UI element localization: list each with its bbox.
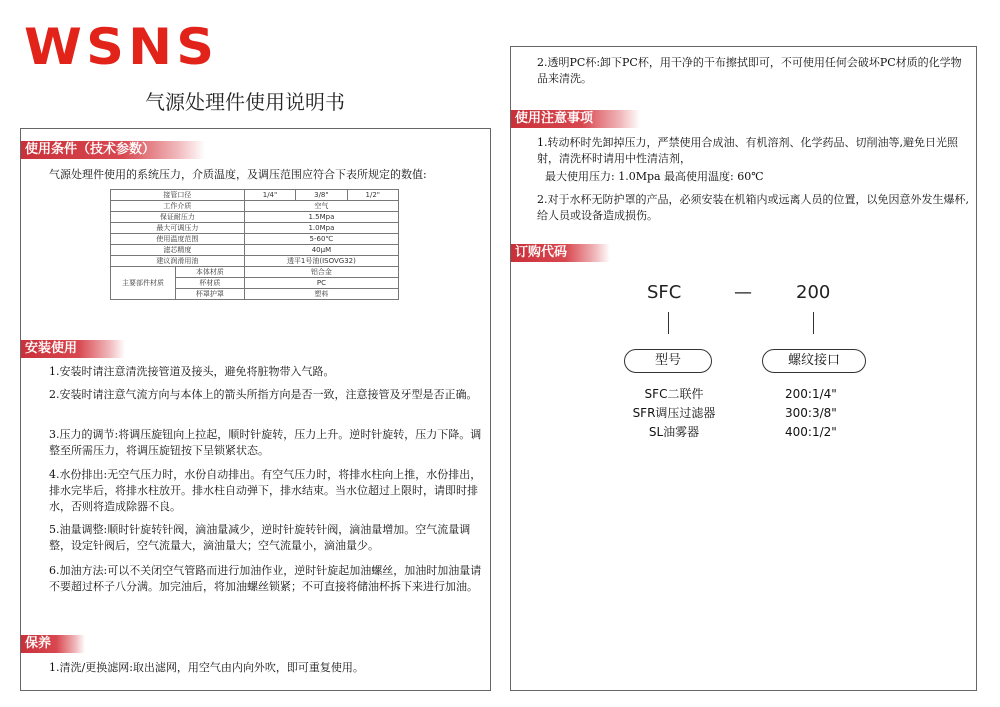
spec-table	[110, 189, 399, 300]
note-item: 1.转动杯时先卸掉压力，严禁使用合成油、有机溶剂、化学药品、切削油等,避免日光照射，清洗杯时请用中性清洁剂，	[537, 136, 958, 165]
left-panel	[20, 128, 491, 691]
parts-group-label: 主要部件材质	[111, 267, 176, 300]
table-row	[111, 234, 399, 245]
port-value: 3/8"	[296, 190, 347, 201]
table-row	[111, 256, 399, 267]
row-value: 1.5Mpa	[244, 212, 398, 223]
table-row	[111, 267, 399, 278]
table-row	[111, 190, 399, 201]
port-label: 接管口径	[111, 190, 245, 201]
install-item: 4.水份排出:无空气压力时，水份自动排出。有空气压力时，将排水柱向上推，水份排出，排水完毕后，将排水柱放开。排水柱自动弹下，排水结束。当水位超过上限时，请即时排水，否则将造成除器不良。	[49, 468, 482, 513]
section-header-install: 安装使用	[21, 340, 125, 358]
row-label: 建议润滑用油	[111, 256, 245, 267]
right-panel	[510, 46, 977, 691]
model-option: SFR调压过滤器	[632, 406, 716, 420]
install-item: 3.压力的调节:将调压旋钮向上拉起，顺时针旋转，压力上升。逆时针旋转，压力下降。调整至所需压力，将调压旋钮按下呈锁紧状态。	[49, 428, 482, 457]
port-value: 1/4"	[244, 190, 295, 201]
section-header-order: 订购代码	[511, 244, 610, 262]
install-item: 5.油量调整:顺时针旋转针阀，滴油量减少，逆时针旋转针阀，滴油量增加。空气流量调整，设定针阀后，空气流量大，滴油量大；空气流量小，滴油量少。	[49, 523, 471, 552]
note-item: 2.对于水杯无防护罩的产品，必须安装在机箱内或远离人员的位置，以免因意外发生爆杯,给人员或设备造成损伤。	[537, 193, 969, 222]
note-item: 最大使用压力: 1.0Mpa 最高使用温度: 60℃	[545, 170, 764, 183]
order-code-model: SFC	[647, 282, 682, 303]
connector-line	[813, 312, 814, 334]
model-option: SL油雾器	[648, 425, 700, 439]
install-item: 6.加油方法:可以不关闭空气管路而进行加油作业，逆时针旋起加油螺丝，加油时加油量请不要超过杯子八分满。加完油后，将加油螺丝锁紧；不可直接将储油杯拆下来进行加油。	[49, 564, 482, 593]
port-option: 300:3/8"	[785, 406, 837, 420]
maint-item: 2.透明PC杯:卸下PC杯，用干净的干布擦拭即可，不可使用任何会破坏PC材质的化学物品来清洗。	[537, 56, 962, 85]
row-value: 空气	[244, 201, 398, 212]
order-code-port: 200	[796, 282, 831, 303]
row-label: 工作介质	[111, 201, 245, 212]
row-label: 滤芯精度	[111, 245, 245, 256]
part-value: PC	[244, 278, 398, 289]
table-row	[111, 201, 399, 212]
port-value: 1/2"	[347, 190, 398, 201]
table-row	[111, 223, 399, 234]
port-option: 400:1/2"	[785, 425, 837, 439]
section-header-notes: 使用注意事项	[511, 110, 640, 128]
label-model: 型号	[624, 349, 712, 373]
row-value: 5-60℃	[244, 234, 398, 245]
part-label: 杯罩护罩	[176, 289, 245, 300]
row-value: 40μM	[244, 245, 398, 256]
model-option: SFC二联件	[644, 387, 704, 401]
row-label: 使用温度范围	[111, 234, 245, 245]
document-title: 气源处理件使用说明书	[145, 90, 345, 114]
install-item: 2.安装时请注意气流方向与本体上的箭头所指方向是否一致，注意接管及牙型是否正确。	[49, 388, 478, 401]
table-row	[111, 245, 399, 256]
part-value: 铝合金	[244, 267, 398, 278]
section-header-maintenance: 保养	[21, 635, 85, 653]
part-label: 本体材质	[176, 267, 245, 278]
port-option: 200:1/4"	[785, 387, 837, 401]
part-label: 杯材质	[176, 278, 245, 289]
row-label: 保证耐压力	[111, 212, 245, 223]
order-code-dash: —	[734, 282, 752, 303]
install-item: 1.安装时请注意清洗接管道及接头，避免将脏物带入气路。	[49, 365, 335, 378]
row-label: 最大可调压力	[111, 223, 245, 234]
conditions-intro: 气源处理件使用的系统压力，介质温度，及调压范围应符合下表所规定的数值:	[49, 168, 427, 181]
label-thread-port: 螺纹接口	[762, 349, 866, 373]
row-value: 1.0Mpa	[244, 223, 398, 234]
table-row	[111, 212, 399, 223]
maint-item: 1.清洗/更换滤网:取出滤网，用空气由内向外吹，即可重复使用。	[49, 661, 364, 674]
connector-line	[668, 312, 669, 334]
row-value: 透平1号油(ISOVG32)	[244, 256, 398, 267]
brand-logo: WSNS	[24, 18, 219, 76]
section-header-conditions: 使用条件（技术参数）	[21, 141, 205, 159]
part-value: 塑料	[244, 289, 398, 300]
